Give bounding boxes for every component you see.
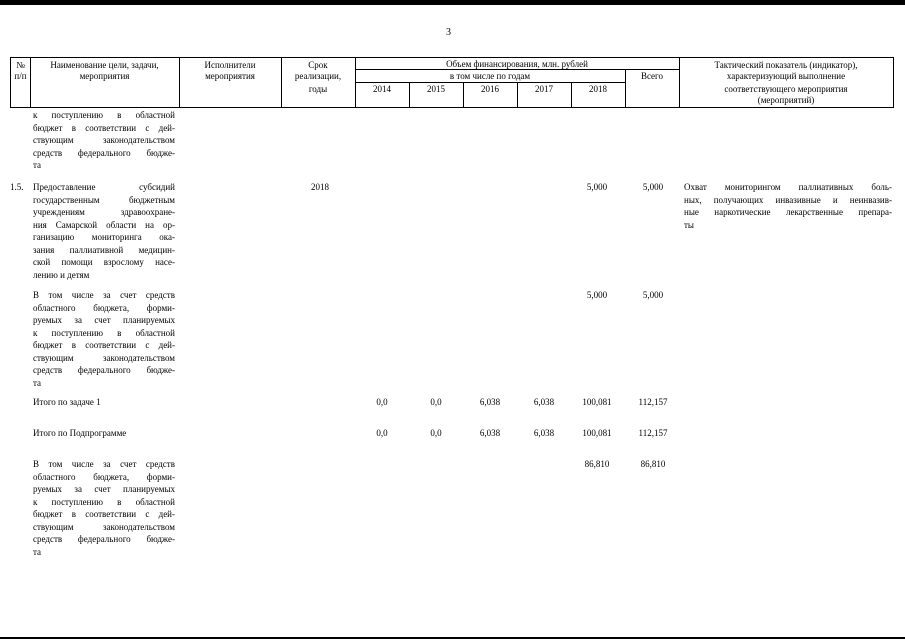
header-indicator-line1: Тактический показатель (индикатор), [714,60,858,70]
header-year-2018: 2018 [589,84,607,94]
header-year-2015: 2015 [427,84,445,94]
row-subprogram-regional-total: 86,810 [640,459,666,469]
bottom-border [0,637,905,639]
header-funding-title: Объем финансирования, млн. рублей [446,59,588,69]
row-total-subprogram-2015: 0,0 [430,428,442,438]
row-1-5-indicator: Охват мониторингом паллиативных боль- ных, получающих инвазивные и неинвазив- ные наркотические лекарственные препара- ты [684,182,892,230]
row-total-subprogram-2016: 6,038 [479,428,501,438]
row-subprogram-regional-desc: В том числе за счет средств областного бюджета, форми- руемых за счет планируемых к поступлению в областной бюджет в соответствии с дей- ствующим законодательством средств федерального бюдже- та [33,459,175,557]
row-regional-budget-2018: 5,000 [586,290,608,300]
row-total-subprogram-2017: 6,038 [533,428,555,438]
row-total-subprogram-2014: 0,0 [376,428,388,438]
header-num-line1: № [16,60,25,70]
row-total-task-2015: 0,0 [430,397,442,407]
top-border [0,0,905,5]
row-total-subprogram-desc: Итого по Подпрограмме [33,428,127,438]
row-total-task-2016: 6,038 [479,397,501,407]
row-subprogram-regional-2018: 86,810 [584,459,610,469]
header-term-line3: годы [308,84,328,94]
row-total-task-2014: 0,0 [376,397,388,407]
row-regional-budget-total: 5,000 [642,290,664,300]
header-name-line1: Наименование цели, задачи, [50,60,159,70]
header-indicator-line2: характеризующий выполнение [726,71,846,81]
row-1-5-number: 1.5. [10,182,24,192]
row-1-5-2018: 5,000 [586,182,608,192]
header-exec-line2: мероприятия [205,71,255,81]
row-total-task-2017: 6,038 [533,397,555,407]
header-total: Всего [640,71,664,81]
header-name-line2: мероприятия [79,71,130,81]
row-continuation-desc: к поступлению в областной бюджет в соответствии с дей- ствующим законодательством средств федерального бюдже- та [33,110,175,170]
row-1-5-total: 5,000 [642,182,664,192]
row-total-task-2018: 100,081 [582,397,612,407]
row-total-subprogram-2018: 100,081 [582,428,612,438]
page-number: 3 [446,27,451,38]
header-year-2017: 2017 [535,84,553,94]
row-total-task-desc: Итого по задаче 1 [33,397,101,407]
row-1-5-desc: Предоставление субсидий государственным бюджетным учреждениям здравоохране- ния Самарской области на ор- ганизацию мониторинга ока- зания паллиативной медицин- ской помощи взрослому насе- лению и детям [33,182,175,280]
header-term-line1: Срок [308,60,328,70]
header-indicator-line3: соответствующего мероприятия [724,84,848,94]
header-num-line2: п/п [14,71,27,81]
header-exec-line1: Исполнители [204,60,256,70]
header-year-2016: 2016 [481,84,499,94]
header-year-2014: 2014 [373,84,391,94]
header-by-years: в том числе по годам [449,71,531,81]
table-header [10,57,894,108]
header-indicator-line4: (мероприятий) [757,95,815,105]
row-total-task-total: 112,157 [638,397,668,407]
header-term-line2: реализации, [294,71,342,81]
row-total-subprogram-total: 112,157 [638,428,668,438]
row-1-5-term: 2018 [311,182,329,192]
row-regional-budget-desc: В том числе за счет средств областного бюджета, форми- руемых за счет планируемых к поступлению в областной бюджет в соответствии с дей- ствующим законодательством средств федерального бюдже- та [33,290,175,388]
